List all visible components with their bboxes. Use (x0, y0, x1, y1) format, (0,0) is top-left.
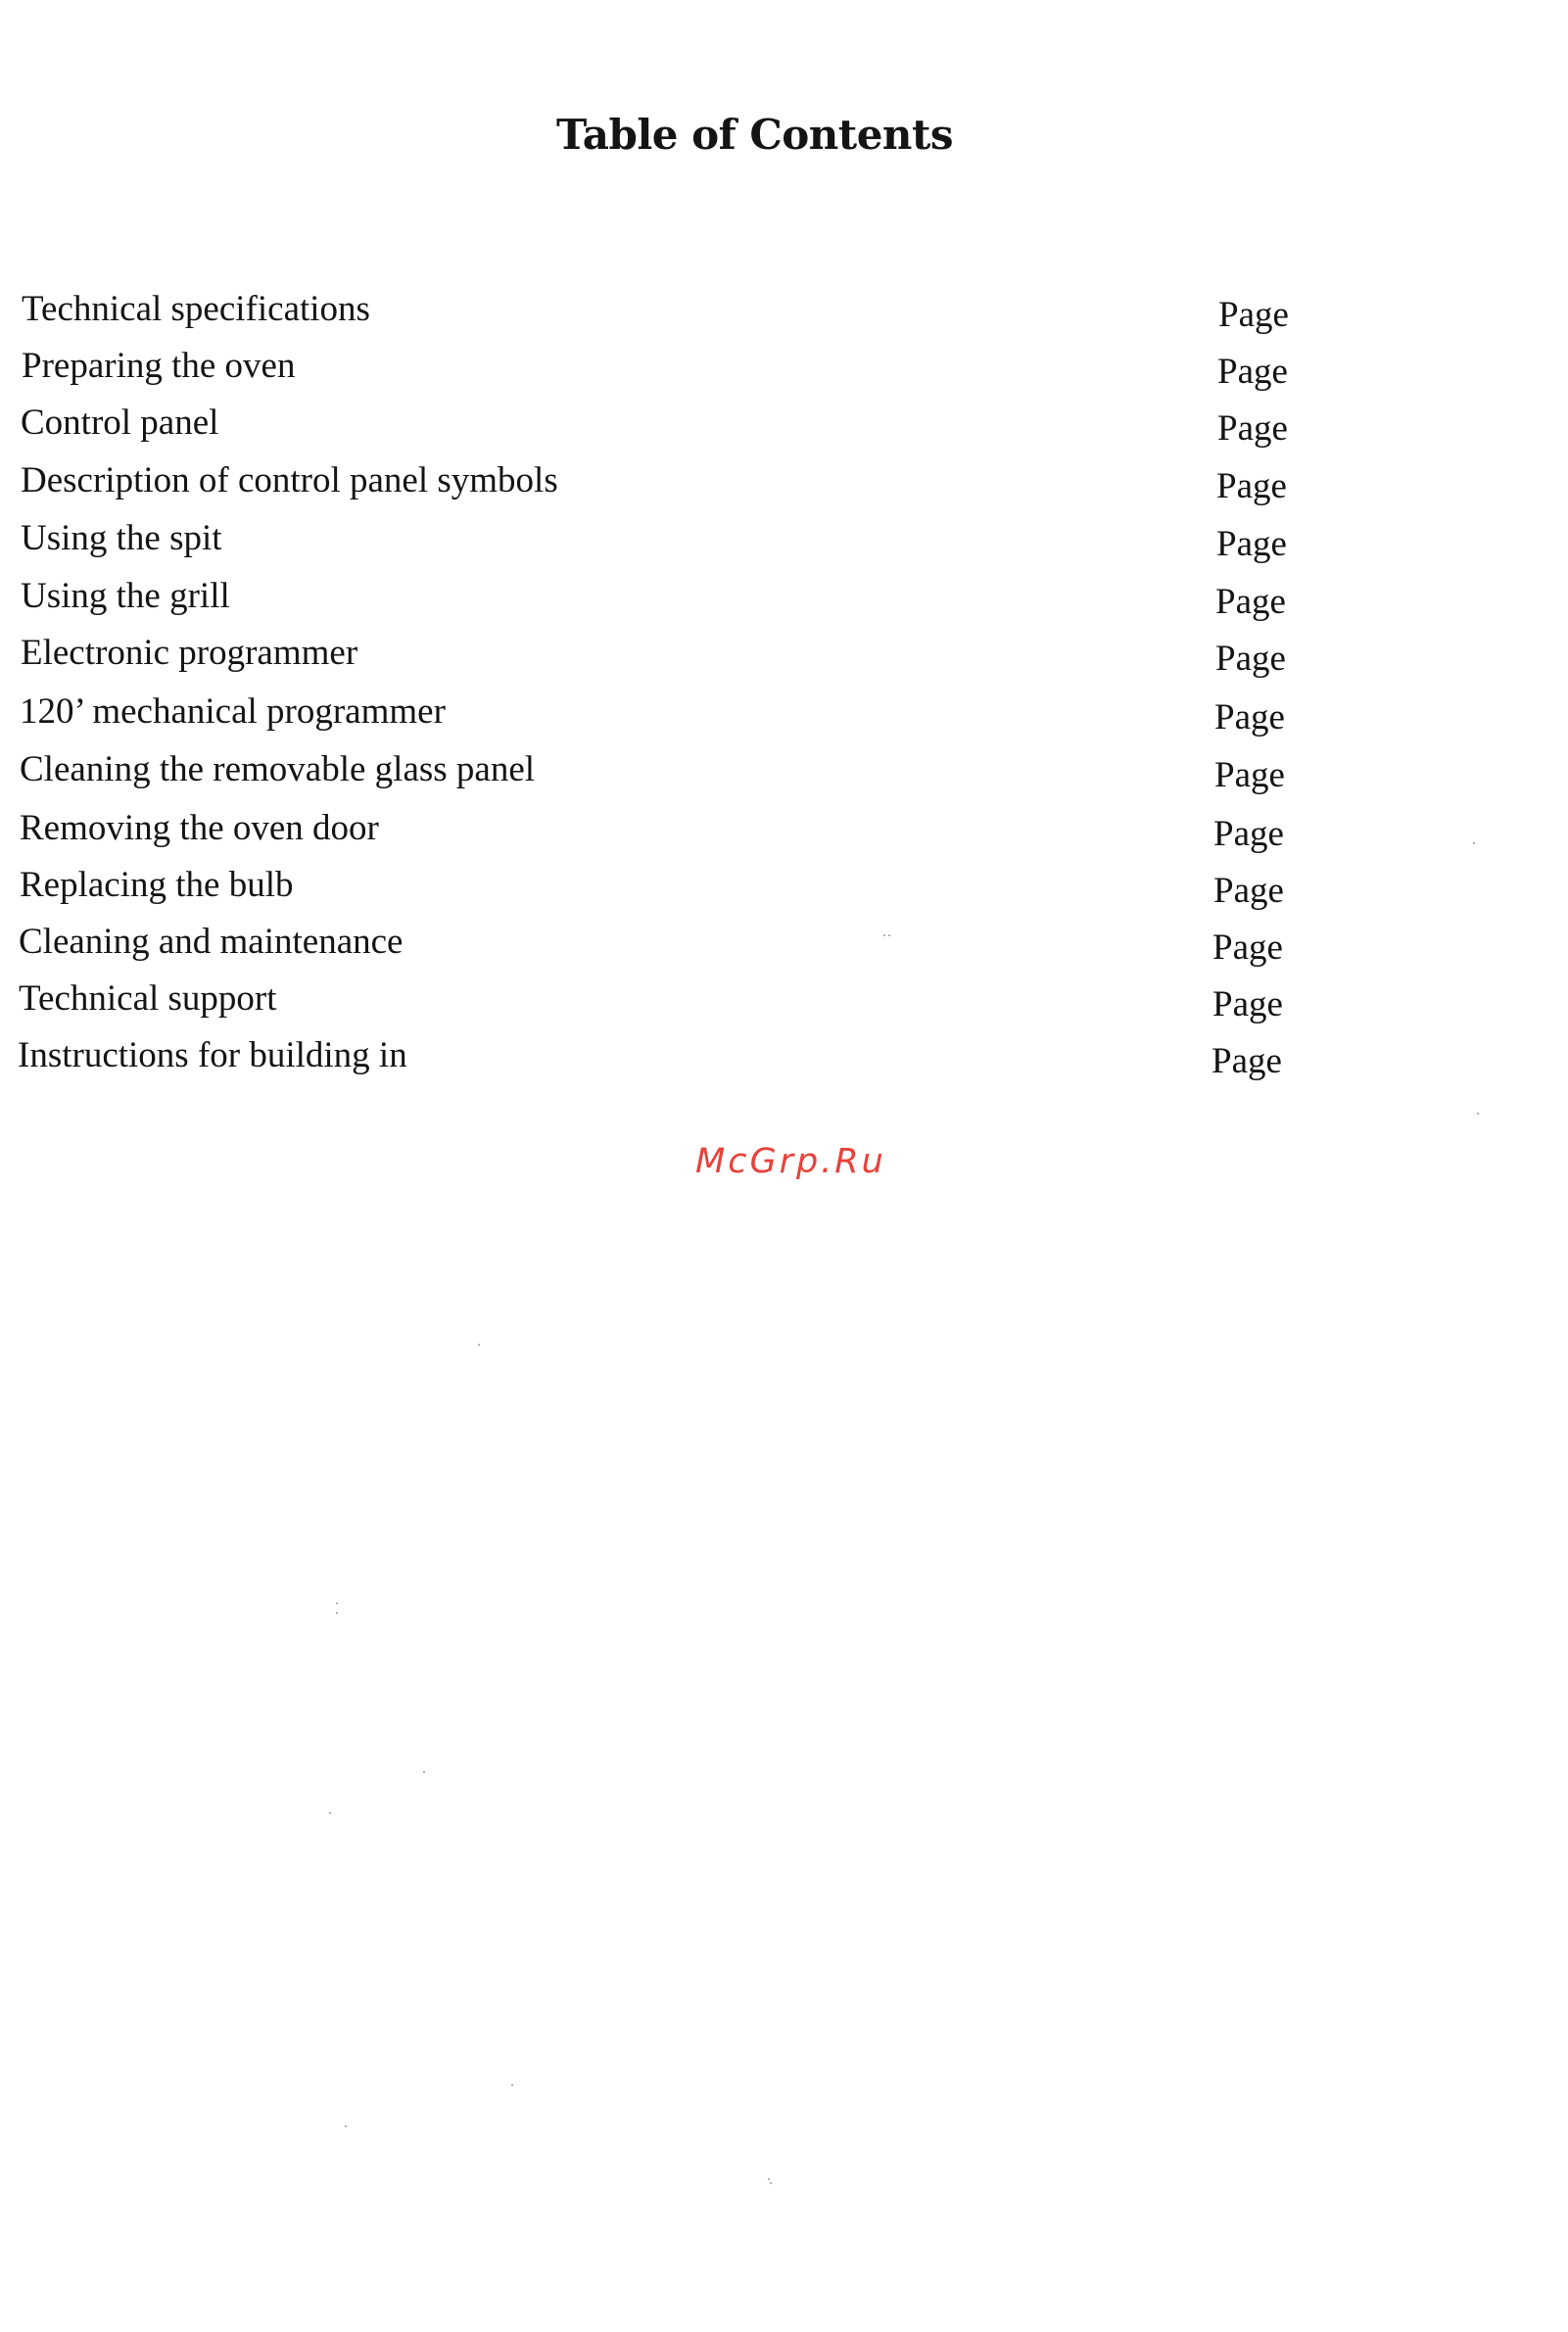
toc-entry (0, 511, 1568, 566)
toc-entry-label: Technical specifications (22, 289, 370, 329)
toc-entry-page: Page (1213, 814, 1284, 854)
scan-speck (1477, 1113, 1479, 1115)
toc-entry (0, 685, 1568, 739)
toc-entry-page: Page (1217, 408, 1288, 449)
watermark-link[interactable]: McGrp.Ru (695, 1142, 886, 1181)
toc-entry-page: Page (1214, 755, 1285, 795)
scan-speck (768, 2178, 770, 2180)
toc-entry-page: Page (1212, 928, 1283, 968)
toc-entry-label: Electronic programmer (21, 633, 358, 673)
toc-entry-page: Page (1215, 639, 1286, 679)
table-of-contents (0, 282, 1568, 1105)
toc-entry-label: Description of control panel symbols (21, 460, 558, 500)
scan-speck (770, 2182, 772, 2184)
toc-entry-label: 120’ mechanical programmer (20, 691, 446, 732)
toc-entry (0, 1028, 1568, 1083)
toc-entry-label: Replacing the bulb (20, 865, 294, 905)
toc-entry-page: Page (1213, 871, 1284, 911)
toc-entry-page: Page (1217, 352, 1288, 392)
toc-entry (0, 626, 1568, 681)
page-title: Table of Contents (556, 111, 953, 159)
toc-entry (0, 339, 1568, 394)
toc-entry-label: Control panel (21, 403, 219, 443)
scan-speck (888, 934, 890, 936)
toc-entry (0, 396, 1568, 451)
scan-speck (478, 1344, 480, 1346)
toc-entry (0, 915, 1568, 970)
toc-entry-label: Cleaning the removable glass panel (20, 749, 536, 789)
toc-entry (0, 282, 1568, 337)
scan-speck (336, 1602, 338, 1604)
toc-entry-page: Page (1216, 466, 1287, 506)
toc-entry-label: Cleaning and maintenance (19, 922, 404, 962)
toc-entry-page: Page (1212, 1041, 1282, 1081)
toc-entry-label: Using the grill (21, 576, 230, 616)
scan-speck (329, 1812, 331, 1814)
toc-entry (0, 453, 1568, 508)
scan-speck (423, 1771, 425, 1773)
scan-speck (511, 2084, 513, 2086)
toc-entry (0, 858, 1568, 913)
toc-entry-label: Removing the oven door (20, 808, 379, 848)
scan-speck (883, 934, 885, 936)
scan-speck (336, 1612, 338, 1614)
toc-entry-label: Instructions for building in (18, 1035, 407, 1075)
scan-speck (345, 2125, 347, 2127)
toc-entry-page: Page (1216, 524, 1287, 564)
toc-entry-page: Page (1215, 582, 1286, 622)
toc-entry-page: Page (1212, 984, 1283, 1024)
toc-entry-page: Page (1214, 697, 1285, 738)
toc-entry-label: Technical support (19, 978, 277, 1019)
toc-entry-label: Using the spit (21, 518, 222, 558)
toc-entry-label: Preparing the oven (22, 346, 296, 386)
scan-speck (1473, 842, 1475, 844)
toc-entry (0, 569, 1568, 624)
toc-entry (0, 801, 1568, 856)
toc-entry (0, 972, 1568, 1026)
toc-entry-page: Page (1218, 295, 1289, 335)
toc-entry (0, 742, 1568, 797)
